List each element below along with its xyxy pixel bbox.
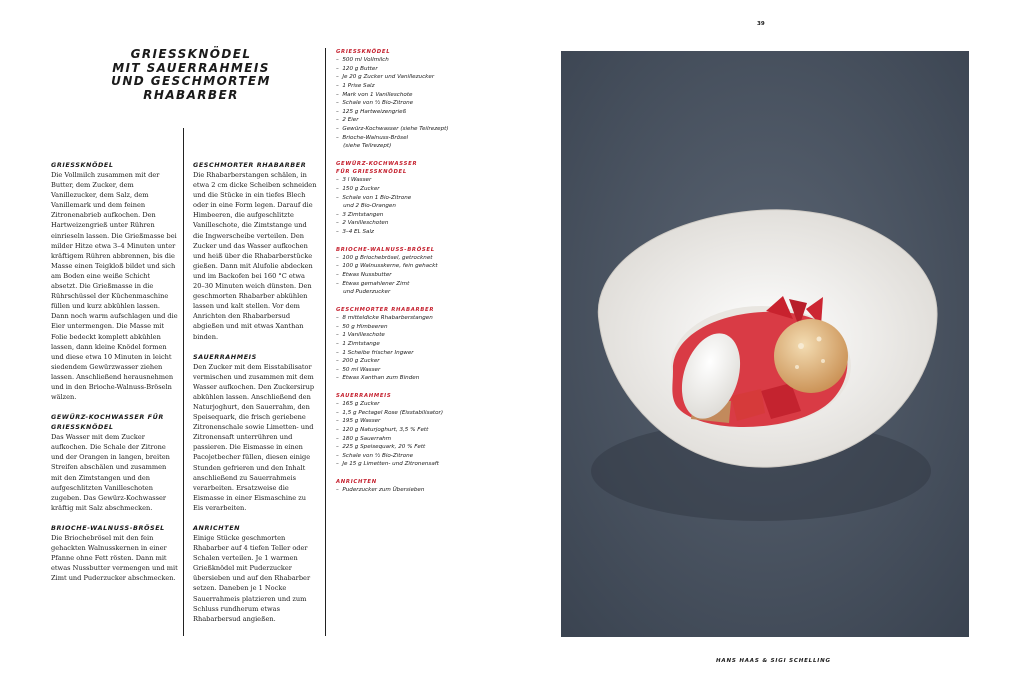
ingredient-group-heading [336, 478, 511, 486]
ingredient-item: – 50 ml Wasser [336, 366, 381, 373]
ingredient-item: und 2 Bio-Orangen [336, 203, 396, 210]
title-line: GRIESSKNÖDEL [130, 47, 252, 61]
section-text: Die Briochebrösel mit den fein gehackten Walnusskernen in einer Pfanne ohne Fett rösten. Dann mit etwas Nussbutter vermengen und mit Zimt und Puderzucker abschmecken. [51, 533, 178, 583]
ingredient-list [336, 486, 511, 495]
ingredient-heading-line: GEWÜRZ-KOCHWASSER [336, 160, 418, 167]
ingredient-item: – 500 ml Vollmilch [336, 57, 389, 64]
ingredient-item: – Schale von ½ Bio-Zitrone [336, 100, 414, 107]
ingredient-group-heading [336, 160, 511, 177]
ingredient-item: – Gewürz-Kochwasser (siehe Teilrezept) [336, 126, 449, 133]
ingredient-item: – 195 g Wasser [336, 418, 381, 425]
ingredient-item: – Je 15 g Limetten- und Zitronensaft [336, 461, 439, 468]
ingredient-group [336, 478, 511, 495]
ingredient-item: – 2 Eier [336, 117, 359, 124]
ingredient-item: – 1 Vanilleschote [336, 332, 385, 339]
ingredient-item: – 180 g Sauerrahm [336, 435, 392, 442]
section-heading: GRIESSKNÖDEL [51, 161, 114, 169]
ingredient-group-heading [336, 306, 511, 314]
section-heading: GESCHMORTER RHABARBER [193, 161, 307, 169]
ingredient-item: – 225 g Speisequark, 20 % Fett [336, 444, 426, 451]
ingredient-item: – 165 g Zucker [336, 401, 380, 408]
ingredient-item: – 125 g Hartweizengrieß [336, 108, 407, 115]
title-line: UND GESCHMORTEM [111, 74, 271, 88]
ingredient-item: – Etwas Xanthan zum Binden [336, 375, 420, 382]
ingredient-item: – Puderzucker zum Übersieben [336, 487, 425, 494]
ingredient-list [336, 400, 511, 469]
ingredient-group-heading [336, 392, 511, 400]
ingredient-item: – 3 Zimtstangen [336, 211, 384, 218]
ingredient-group [336, 160, 511, 237]
ingredient-heading-line: GESCHMORTER RHABARBER [336, 306, 435, 313]
ingredient-group-heading [336, 48, 511, 56]
title-line: RHABARBER [143, 87, 239, 102]
ingredient-group [336, 392, 511, 469]
section-heading: BRIOCHE-WALNUSS-BRÖSEL [51, 523, 165, 532]
ingredient-item: – 200 g Zucker [336, 358, 380, 365]
ingredient-list [336, 254, 511, 297]
ingredient-item: – 8 mitteldicke Rhabarberstangen [336, 315, 433, 322]
ingredient-item: – 150 g Zucker [336, 186, 380, 193]
ingredient-item: – 120 g Naturjoghurt, 3,5 % Fett [336, 426, 429, 433]
ingredient-heading-line: GRIESSKNÖDEL [336, 49, 391, 55]
section-text: Die Vollmilch zusammen mit der Butter, dem Zucker, dem Vanillezucker, dem Salz, dem Vanillemark und dem feinen Zitronenabrieb aufkochen. Den Hartweizengrieß unter Rühren einrieseln lassen. Die Grießmasse bei milder Hitze etwa 3–4 Minuten unter kräftigem Rühren abbrennen, bis die Masse einen Teigkloß bildet und sich am Boden eine weiße Schicht absetzt. Die Grießmasse in die Rührschüssel der Küchenmaschine füllen und kurz abkühlen lassen. Dann noch warm aufschlagen und die Eier untermengen. Die Masse mit Folie bedeckt komplett abkühlen lassen, dann kleine Knödel formen und diese etwa 10 Minuten in leicht siedendem Gewürzwasser ziehen lassen. Anschließend herausnehmen und in den Brioche-Walnuss-Bröseln wälzen. [51, 171, 178, 402]
ingredient-heading-line: ANRICHTEN [336, 478, 377, 485]
ingredient-item: – 1 Scheibe frischer Ingwer [336, 349, 414, 356]
recipe-title [96, 48, 286, 102]
section-heading: GEWÜRZ-KOCHWASSER FÜR GRIESSKNÖDEL [51, 413, 164, 432]
method-column-1 [51, 160, 178, 593]
ingredient-item: (siehe Teilrezept) [336, 143, 392, 150]
book-authors-footer: HANS HAAS & SIGI SCHELLING [716, 658, 831, 664]
section-heading: ANRICHTEN [193, 524, 241, 532]
ingredient-group [336, 246, 511, 297]
dessert-photo [561, 51, 969, 637]
ingredient-group-heading [336, 246, 511, 254]
ingredients-column [336, 48, 511, 504]
method-section-geschmorter-rhabarber [193, 160, 318, 342]
ingredient-item: – Etwas gemahlener Zimt [336, 280, 410, 287]
ingredient-list [336, 176, 511, 236]
ingredient-group [336, 48, 511, 151]
ingredient-item: – 2 Vanilleschoten [336, 220, 389, 227]
ingredient-item: – 1,5 g Pectagel Rose (Eisstabilisator) [336, 409, 444, 416]
ingredient-item: – 100 g Briochebrösel, getrocknet [336, 254, 433, 261]
ingredient-item: – 120 g Butter [336, 65, 378, 72]
column-divider-right [325, 48, 326, 636]
section-heading: SAUERRAHMEIS [193, 352, 257, 361]
column-divider-left [183, 128, 184, 636]
ingredient-item: – Schale von 1 Bio-Zitrone [336, 194, 412, 201]
ingredient-item: – Mark von 1 Vanilleschote [336, 91, 413, 98]
section-text: Die Rhabarberstangen schälen, in etwa 2 cm dicke Scheiben schneiden und die Stücke in ein tiefes Blech oder in eine Form legen. Darauf die Himbeeren, die aufgeschlitzte Vanilleschote, die Zimtstange und die Ingwerscheibe verteilen. Den Zucker und das Wasser aufkochen und heiß über die Rhabarberstücke gießen. Dann mit Alufolie abdecken und im Backofen bei 160 °C etwa 20–30 Minuten weich dünsten. Den geschmorten Rhabarber abkühlen lassen und kalt stellen. Vor dem Anrichten den Rhabarbersud abgießen und mit etwas Xanthan binden. [193, 171, 317, 341]
page-number: 39 [757, 21, 765, 27]
ingredient-item: – 100 g Walnusskerne, fein gehackt [336, 263, 438, 270]
ingredient-heading-line: FÜR GRIESSKNÖDEL [336, 169, 407, 176]
ingredient-item: – Schale von ½ Bio-Zitrone [336, 452, 414, 459]
ingredient-group [336, 306, 511, 383]
ingredient-item: – 1 Prise Salz [336, 83, 375, 90]
method-column-2 [193, 160, 318, 634]
ingredient-item: – 1 Zimtstange [336, 340, 380, 347]
ingredient-item: – Je 20 g Zucker und Vanillezucker [336, 74, 435, 81]
ingredient-list [336, 314, 511, 383]
method-section-brioche-walnuss-broesel [51, 523, 178, 583]
section-text: Einige Stücke geschmorten Rhabarber auf 4 tiefen Teller oder Schalen verteilen. Je 1 warmen Grießknödel mit Puderzucker übersieben und auf den Rhabarber setzen. Daneben je 1 Nocke Sauerrahmeis platzieren und zum Schluss rundherum etwas Rhabarbersud angießen. [193, 534, 311, 623]
ingredient-item: – 3–4 EL Salz [336, 228, 374, 235]
ingredient-item: – 3 l Wasser [336, 177, 372, 184]
method-section-griessknoedel [51, 160, 178, 402]
ingredient-heading-line: BRIOCHE-WALNUSS-BRÖSEL [336, 246, 435, 253]
section-text: Den Zucker mit dem Eisstabilisator vermischen und zusammen mit dem Wasser aufkochen. Den Zuckersirup abkühlen lassen. Anschließend den Naturjoghurt, den Sauerrahm, den Speisequark, die frisch geriebene Zitronenschale sowie Limetten- und Zitronensaft unterrühren und passieren. Die Eismasse in einen Pacojetbecher füllen, diesen einige Stunden gefrieren und den Inhalt anschließend zu Sauerrahmeis verarbeiten. Ersatzweise die Eismasse in einer Eismaschine zu Eis verarbeiten. [193, 362, 315, 512]
ingredient-item: und Puderzucker [336, 289, 391, 296]
method-section-gewuerz-kochwasser [51, 412, 178, 513]
title-line: MIT SAUERRAHMEIS [112, 60, 270, 75]
method-section-sauerrahmeis [193, 352, 318, 513]
method-section-anrichten [193, 523, 318, 624]
section-text: Das Wasser mit dem Zucker aufkochen. Die Schale der Zitrone und der Orangen in langen, breiten Streifen abschälen und zusammen mit den Zimtstangen und den aufgeschlitzten Vanilleschoten zugeben. Das Gewürz-Kochwasser kräftig mit Salz abschmecken. [51, 433, 170, 512]
ingredient-heading-line: SAUERRAHMEIS [336, 392, 392, 399]
ingredient-item: – 50 g Himbeeren [336, 323, 388, 330]
ingredient-item: – Etwas Nussbutter [336, 272, 392, 279]
ingredient-item: – Brioche-Walnuss-Brösel [336, 134, 409, 141]
ingredient-list [336, 56, 511, 151]
